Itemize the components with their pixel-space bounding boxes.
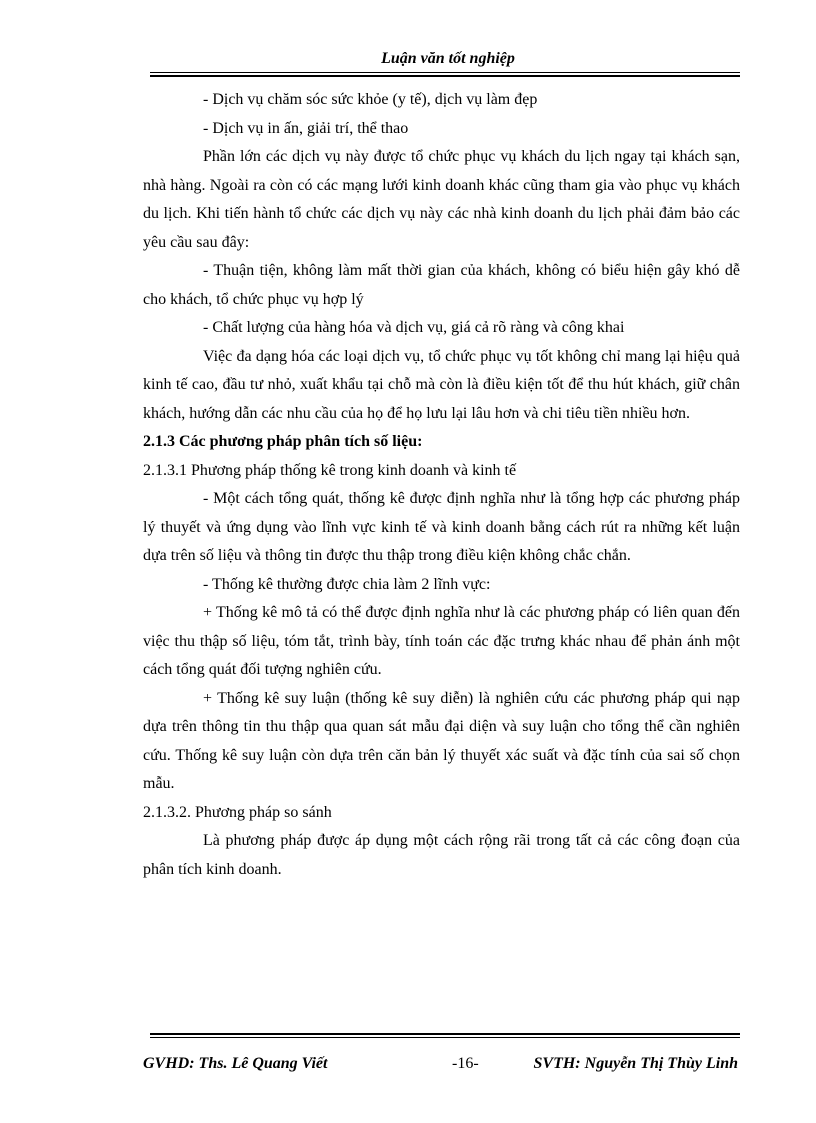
paragraph-comparison-method: Là phương pháp được áp dụng một cách rộng rãi trong tất cả các công đoạn của phân tích kinh doanh.: [143, 832, 740, 878]
subsection-heading-2-1-3-1: 2.1.3.1 Phương pháp thống kê trong kinh doanh và kinh tế: [143, 461, 517, 479]
bullet-quality: - Chất lượng của hàng hóa và dịch vụ, giá cả rõ ràng và công khai: [203, 319, 625, 336]
paragraph-statistics-definition: - Một cách tổng quát, thống kê được định nghĩa như là tổng hợp các phương pháp lý thuyết và ứng dụng vào lĩnh vực kinh tế và kinh doanh bằng cách rút ra những kết luận dựa trên số liệu và thông tin được thu thập trong điều kiện không chắc chắn.: [143, 490, 740, 564]
page-number: -16-: [452, 1055, 479, 1072]
page-footer: [143, 1053, 740, 1075]
paragraph-descriptive-statistics: + Thống kê mô tả có thể được định nghĩa như là các phương pháp có liên quan đến việc thu thập số liệu, tóm tắt, trình bày, tính toán các đặc trưng khác nhau để phản ánh một cách tổng quát đối tượng nghiên cứu.: [143, 604, 740, 678]
bullet-entertainment-services: - Dịch vụ in ấn, giải trí, thể thao: [203, 119, 409, 137]
bullet-health-services: - Dịch vụ chăm sóc sức khỏe (y tế), dịch vụ làm đẹp: [203, 91, 538, 108]
paragraph-services-organization: Phần lớn các dịch vụ này được tổ chức phục vụ khách du lịch ngay tại khách sạn, nhà hàng. Ngoài ra còn có các mạng lưới kinh doanh khác cũng tham gia vào phục vụ khách du lịch. Khi tiến hành tổ chức các dịch vụ này các nhà kinh doanh du lịch phải đảm bảo các yêu cầu sau đây:: [143, 148, 740, 251]
header-divider: [150, 72, 740, 77]
footer-divider: [150, 1033, 740, 1038]
header-title: Luận văn tốt nghiệp: [381, 50, 515, 67]
page-body: [143, 86, 740, 884]
footer-instructor: GVHD: Ths. Lê Quang Viết: [143, 1055, 328, 1072]
footer-student: SVTH: Nguyễn Thị Thùy Linh: [533, 1055, 738, 1072]
bullet-convenience: - Thuận tiện, không làm mất thời gian của khách, không có biểu hiện gây khó dễ cho khách, tổ chức phục vụ hợp lý: [143, 262, 740, 308]
section-heading-2-1-3: 2.1.3 Các phương pháp phân tích số liệu:: [143, 433, 423, 450]
paragraph-inferential-statistics: + Thống kê suy luận (thống kê suy diễn) là nghiên cứu các phương pháp qui nạp dựa trên thông tin thu thập qua quan sát mẫu đại diện và suy luận cho tổng thể cần nghiên cứu. Thống kê suy luận còn dựa trên căn bản lý thuyết xác suất và đặc tính của sai số chọn mẫu.: [143, 689, 740, 792]
subsection-heading-2-1-3-2: 2.1.3.2. Phương pháp so sánh: [143, 803, 332, 821]
paragraph-statistics-fields: - Thống kê thường được chia làm 2 lĩnh vực:: [203, 575, 491, 593]
paragraph-diversification: Việc đa dạng hóa các loại dịch vụ, tổ chức phục vụ tốt không chỉ mang lại hiệu quả kinh tế cao, đầu tư nhỏ, xuất khẩu tại chỗ mà còn là điều kiện tốt để thu hút khách, giữ chân khách, hướng dẫn các nhu cầu của họ để họ lưu lại lâu hơn và chi tiêu tiền nhiều hơn.: [143, 347, 740, 422]
